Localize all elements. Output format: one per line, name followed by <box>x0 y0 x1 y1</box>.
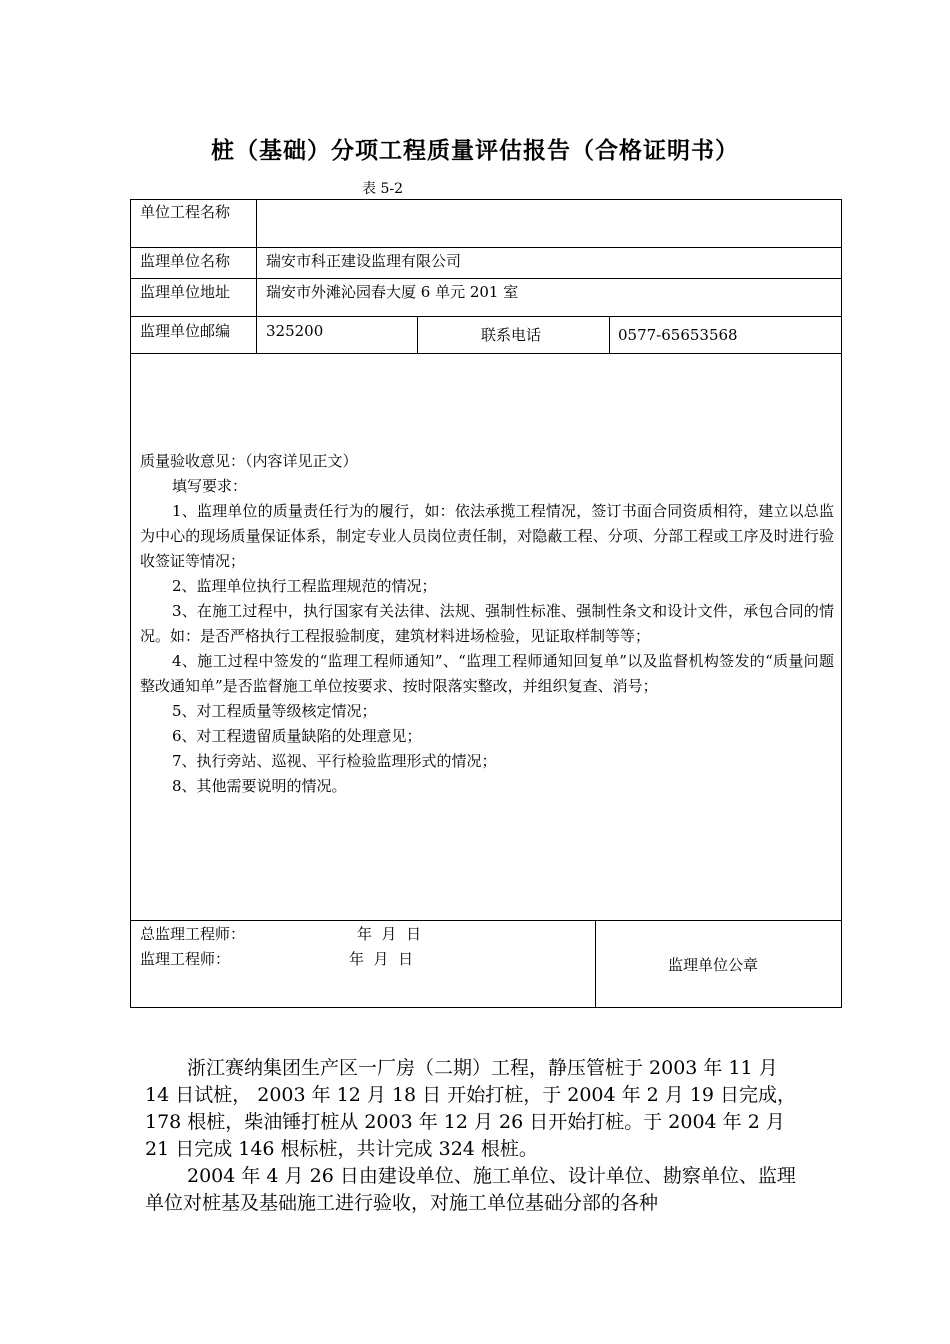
supervisor-address-value: 瑞安市外滩沁园春大厦 6 单元 201 室 <box>266 283 519 301</box>
requirement-item: 2、监理单位执行工程监理规范的情况； <box>172 577 437 595</box>
row-divider <box>130 278 842 279</box>
supervisor-name-label: 监理单位名称 <box>140 252 231 270</box>
project-name-label: 单位工程名称 <box>140 203 231 221</box>
fill-requirements-heading: 填写要求： <box>172 477 248 495</box>
supervisor-name-value: 瑞安市科正建设监理有限公司 <box>266 252 462 270</box>
requirement-item: 6、对工程遗留质量缺陷的处理意见； <box>172 727 422 745</box>
engineer-label: 监理工程师： <box>140 950 231 968</box>
requirement-item: 8、其他需要说明的情况。 <box>172 777 347 795</box>
phone-value: 0577-65653568 <box>618 326 738 344</box>
engineer-date: 年 月 日 <box>349 950 414 968</box>
chief-engineer-date: 年 月 日 <box>357 925 422 943</box>
column-divider <box>609 316 610 354</box>
requirement-item: 4、施工过程中签发的“监理工程师通知”、“监理工程师通知回复单”以及监督机构签发的“质量问题整改通知单”是否监督施工单位按要求、按时限落实整改，并组织复查、消号； <box>140 652 834 695</box>
label-column-divider <box>256 199 257 354</box>
requirement-item: 1、监理单位的质量责任行为的履行，如：依法承揽工程情况，签订书面合同资质相符，建立以总监为中心的现场质量保证体系，制定专业人员岗位责任制，对隐蔽工程、分项、分部工程或工序及时进行验收签证等情况； <box>140 502 834 570</box>
report-body <box>145 1055 807 1217</box>
document-title: 桩（基础）分项工程质量评估报告（合格证明书） <box>211 138 739 164</box>
requirement-item: 3、在施工过程中，执行国家有关法律、法规、强制性标准、强制性条文和设计文件，承包合同的情况。如：是否严格执行工程报验制度，建筑材料进场检验，见证取样制等等； <box>140 602 834 645</box>
supervisor-address-label: 监理单位地址 <box>140 283 231 301</box>
requirement-item: 5、对工程质量等级核定情况； <box>172 702 377 720</box>
row-divider <box>130 316 842 317</box>
quality-opinion-section <box>140 449 834 799</box>
phone-label: 联系电话 <box>481 326 542 344</box>
row-divider <box>130 353 842 354</box>
opinion-heading: 质量验收意见：（内容详见正文） <box>140 452 358 470</box>
row-divider <box>130 920 842 921</box>
table-number: 表 5-2 <box>362 181 403 197</box>
postcode-value: 325200 <box>266 322 324 340</box>
row-divider <box>130 247 842 248</box>
supervisor-seal-label: 监理单位公章 <box>668 956 759 974</box>
chief-engineer-label: 总监理工程师： <box>140 925 246 943</box>
body-paragraph: 2004 年 4 月 26 日由建设单位、施工单位、设计单位、勘察单位、监理单位对桩基及基础施工进行验收，对施工单位基础分部的各种 <box>145 1165 796 1214</box>
postcode-label: 监理单位邮编 <box>140 322 231 340</box>
signature-seal-divider <box>595 920 596 1008</box>
body-paragraph: 浙江赛纳集团生产区一厂房（二期）工程，静压管桩于 2003 年 11 月 14 日试桩， 2003 年 12 月 18 日 开始打桩，于 2004 年 2 月 19 日完成，178 根桩，柴油锤打桩从 2003 年 12 月 26 日开始打桩。于 2004 年 2 月 21 日完成 146 根标桩，共计完成 324 根桩。 <box>145 1057 797 1160</box>
requirement-item: 7、执行旁站、巡视、平行检验监理形式的情况； <box>172 752 497 770</box>
column-divider <box>417 316 418 354</box>
